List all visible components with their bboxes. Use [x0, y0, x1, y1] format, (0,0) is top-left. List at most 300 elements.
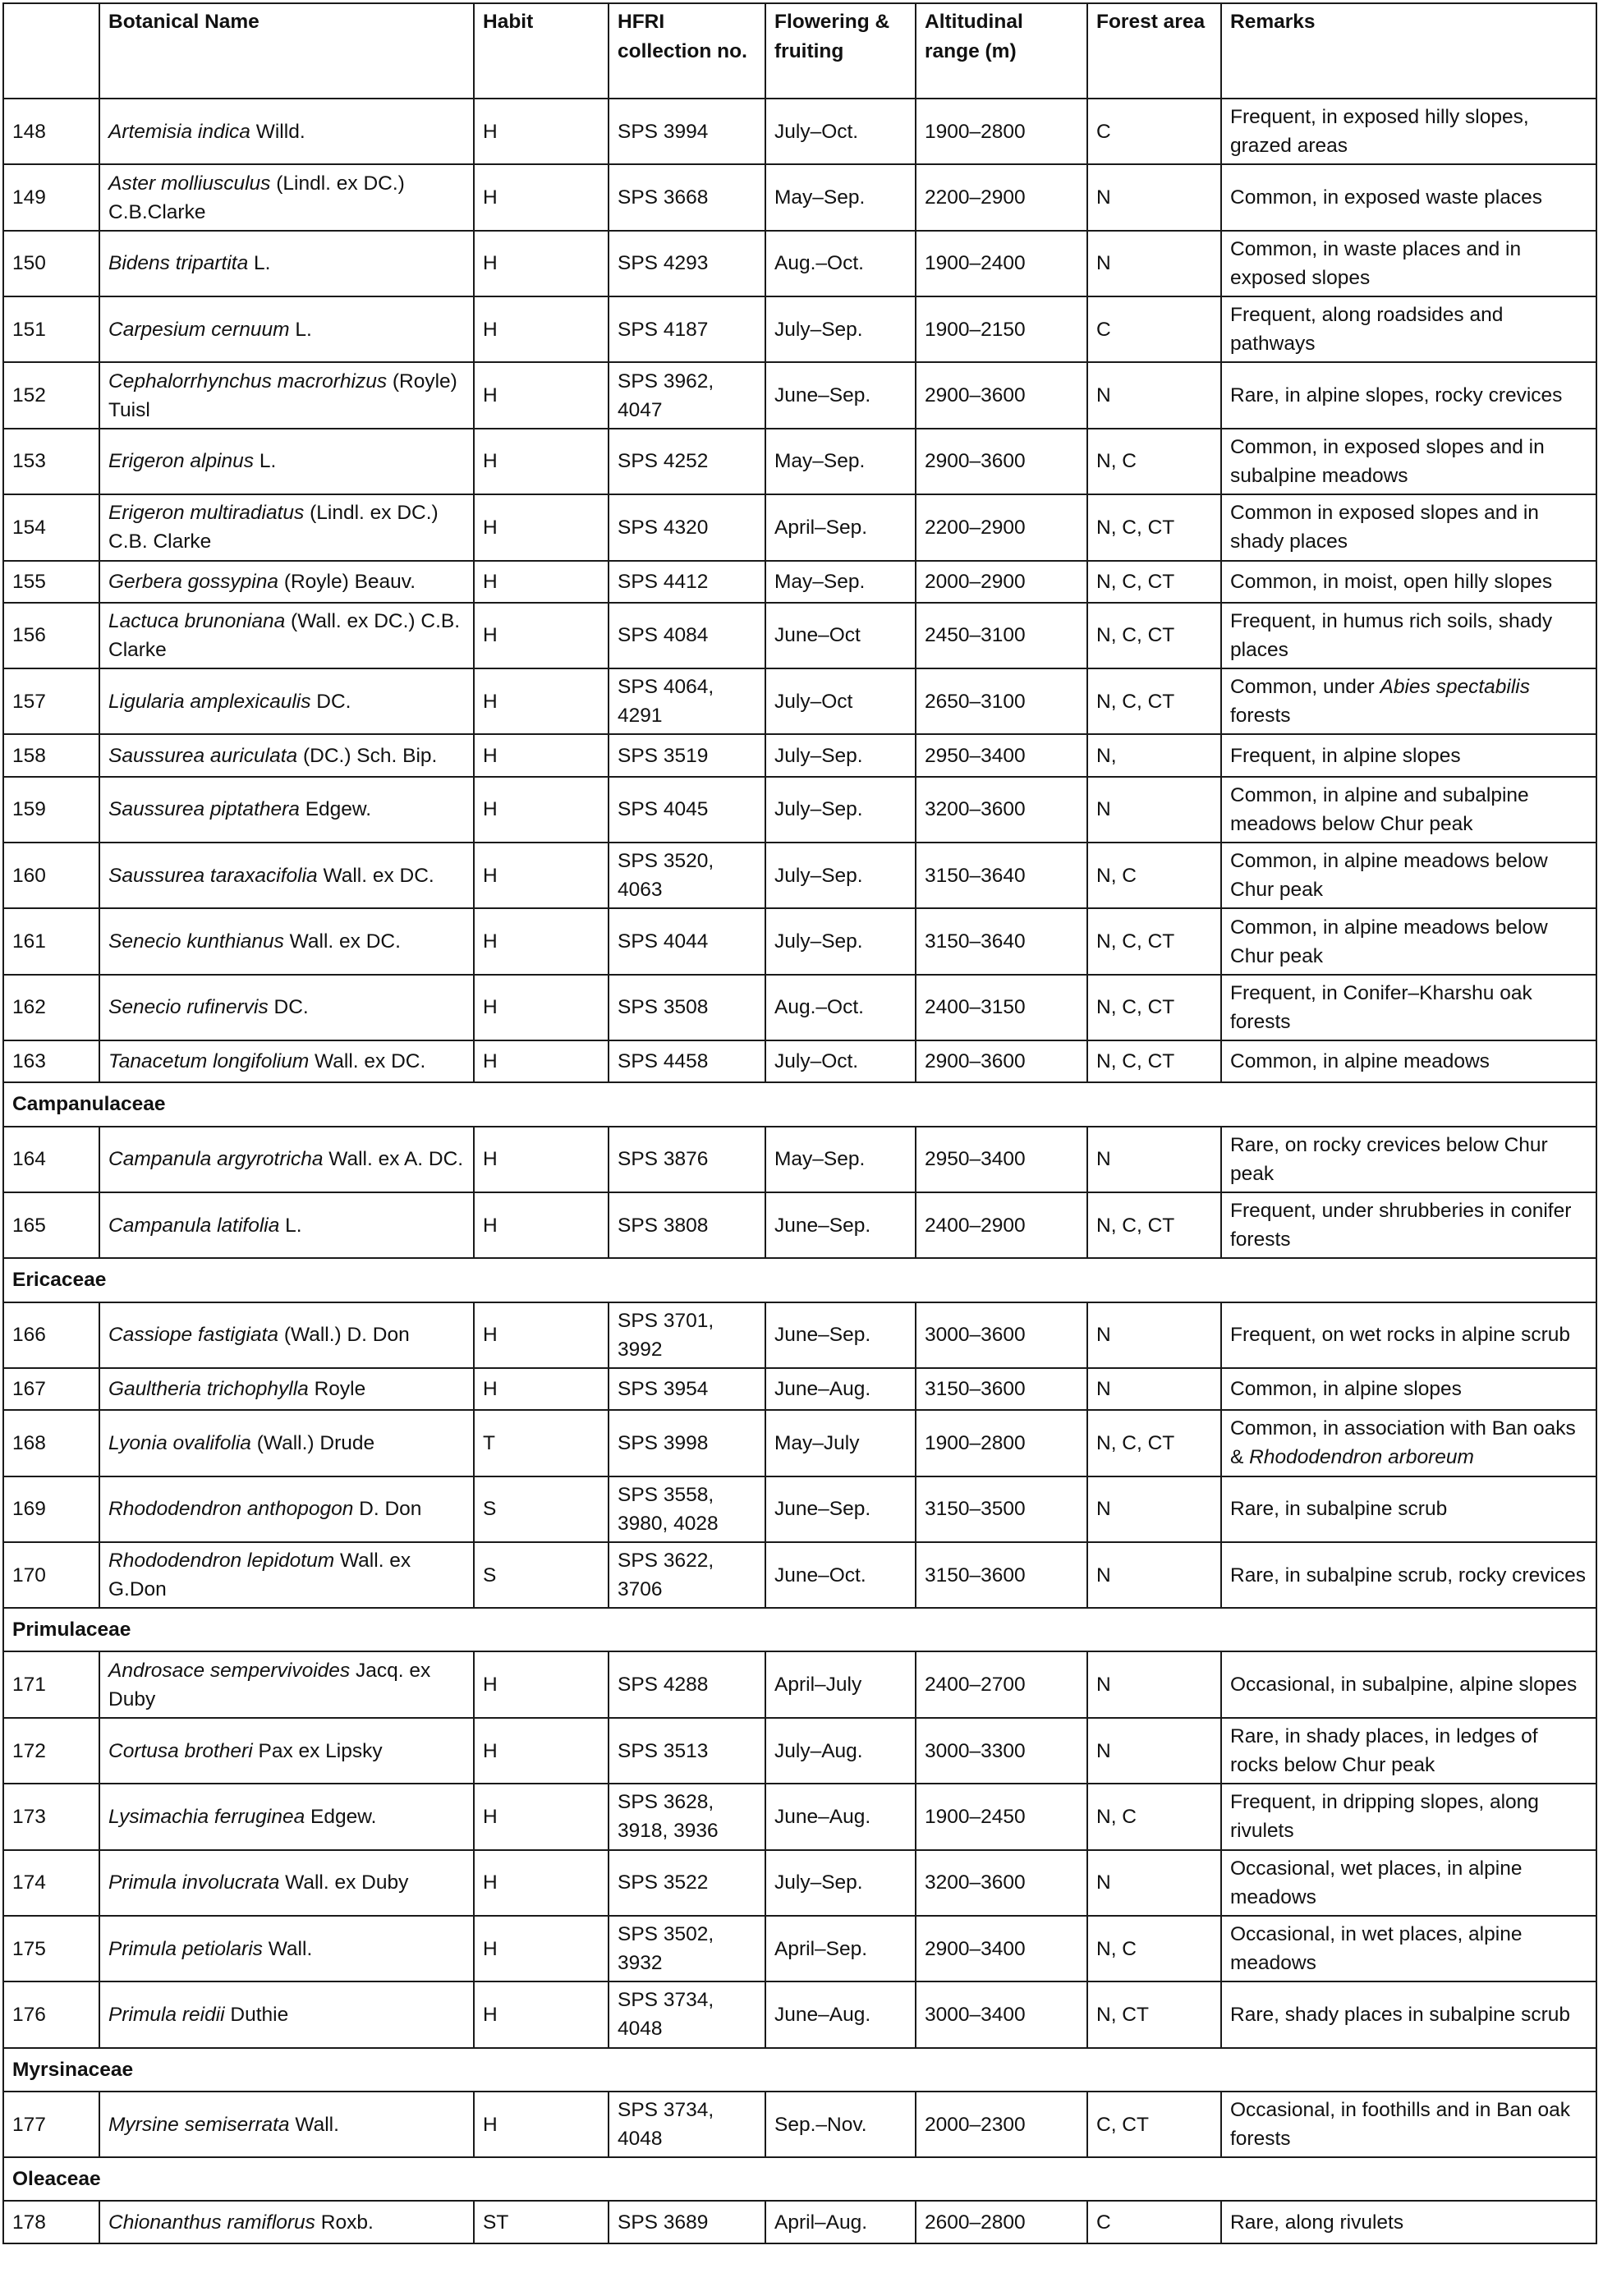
flowering-fruiting: July–Sep. [765, 1850, 916, 1916]
remarks [1221, 1476, 1596, 1542]
altitudinal-range: 3150–3640 [916, 843, 1087, 908]
serial-number: 149 [3, 164, 99, 230]
serial-number: 167 [3, 1368, 99, 1410]
hfri-collection-no: SPS 3808 [609, 1192, 765, 1258]
forest-area: N [1087, 1542, 1221, 1608]
species-epithet: Lactuca brunoniana [108, 609, 286, 632]
altitudinal-range: 2200–2900 [916, 494, 1087, 560]
flowering-fruiting: April–July [765, 1651, 916, 1717]
remarks-text: Rare, in subalpine scrub [1230, 1498, 1448, 1521]
botanical-name [99, 1981, 474, 2047]
hfri-collection-no: SPS 3558, 3980, 4028 [609, 1476, 765, 1542]
botanical-name [99, 777, 474, 843]
serial-number: 160 [3, 843, 99, 908]
species-authority: Wall. ex DC. [283, 930, 401, 953]
flowering-fruiting: June–Aug. [765, 1981, 916, 2047]
serial-number: 172 [3, 1718, 99, 1784]
botanical-name [99, 99, 474, 164]
remarks-text: Common, in alpine meadows below Chur peak [1230, 916, 1548, 967]
altitudinal-range: 3150–3600 [916, 1542, 1087, 1608]
species-epithet: Chionanthus ramiflorus [108, 2211, 315, 2234]
botanical-name [99, 1192, 474, 1258]
altitudinal-range: 2200–2900 [916, 164, 1087, 230]
flowering-fruiting: July–Oct [765, 668, 916, 734]
flowering-fruiting: Sep.–Nov. [765, 2092, 916, 2157]
altitudinal-range: 3150–3600 [916, 1368, 1087, 1410]
header-serial-number [3, 3, 99, 99]
altitudinal-range: 1900–2800 [916, 99, 1087, 164]
hfri-collection-no: SPS 4044 [609, 908, 765, 974]
habit: H [474, 1916, 609, 1981]
flowering-fruiting: June–Sep. [765, 1192, 916, 1258]
species-authority: L. [289, 318, 312, 341]
flowering-fruiting: July–Sep. [765, 843, 916, 908]
serial-number: 161 [3, 908, 99, 974]
forest-area: N, C, CT [1087, 908, 1221, 974]
forest-area: N, C [1087, 1784, 1221, 1849]
hfri-collection-no: SPS 3508 [609, 975, 765, 1040]
forest-area: N, C, CT [1087, 1040, 1221, 1082]
remarks [1221, 1040, 1596, 1082]
hfri-collection-no: SPS 3734, 4048 [609, 1981, 765, 2047]
species-epithet: Lyonia ovalifolia [108, 1431, 251, 1454]
altitudinal-range: 2000–2900 [916, 561, 1087, 603]
remarks-text: Frequent, along roadsides and pathways [1230, 304, 1504, 356]
remarks [1221, 734, 1596, 776]
remarks-text: Occasional, in wet places, alpine meadows [1230, 1923, 1523, 1975]
species-authority: Wall. ex A. DC. [323, 1148, 464, 1171]
species-epithet: Campanula argyrotricha [108, 1148, 324, 1171]
remarks-text: Frequent, in alpine slopes [1230, 744, 1461, 767]
species-epithet: Campanula latifolia [108, 1214, 280, 1237]
remarks [1221, 1410, 1596, 1476]
botanical-name [99, 908, 474, 974]
habit: H [474, 843, 609, 908]
family-name: Ericaceae [3, 1258, 1596, 1302]
remarks-text: Frequent, under shrubberies in conifer forests [1230, 1200, 1572, 1251]
flowering-fruiting: July–Sep. [765, 296, 916, 362]
habit: H [474, 777, 609, 843]
remarks [1221, 1302, 1596, 1368]
remarks [1221, 2092, 1596, 2157]
remarks [1221, 231, 1596, 296]
table-row [3, 164, 1596, 230]
habit: H [474, 603, 609, 668]
species-authority: Willd. [250, 120, 305, 143]
table-header-row [3, 3, 1596, 99]
altitudinal-range: 2400–2700 [916, 1651, 1087, 1717]
serial-number: 158 [3, 734, 99, 776]
botanical-name [99, 164, 474, 230]
forest-area: N [1087, 1302, 1221, 1368]
habit: H [474, 362, 609, 428]
flowering-fruiting: June–Oct [765, 603, 916, 668]
remarks [1221, 1718, 1596, 1784]
hfri-collection-no: SPS 3502, 3932 [609, 1916, 765, 1981]
hfri-collection-no: SPS 3954 [609, 1368, 765, 1410]
altitudinal-range: 3200–3600 [916, 1850, 1087, 1916]
remarks [1221, 362, 1596, 428]
botanical-name [99, 843, 474, 908]
table-row [3, 1040, 1596, 1082]
serial-number: 174 [3, 1850, 99, 1916]
species-authority: Wall. ex DC. [309, 1050, 426, 1073]
forest-area: N [1087, 1127, 1221, 1192]
species-epithet: Cassiope fastigiata [108, 1324, 279, 1347]
species-authority: Duthie [224, 2003, 289, 2026]
species-authority: D. Don [353, 1498, 422, 1521]
habit: ST [474, 2201, 609, 2243]
species-authority: (Wall.) Drude [250, 1431, 375, 1454]
hfri-collection-no: SPS 3876 [609, 1127, 765, 1192]
species-authority: L. [248, 252, 271, 275]
altitudinal-range: 3000–3300 [916, 1718, 1087, 1784]
header-habit: Habit [474, 3, 609, 99]
species-epithet: Erigeron multiradiatus [108, 502, 305, 525]
forest-area: C [1087, 296, 1221, 362]
flowering-fruiting: June–Aug. [765, 1368, 916, 1410]
forest-area: C, CT [1087, 2092, 1221, 2157]
serial-number: 150 [3, 231, 99, 296]
altitudinal-range: 2900–3600 [916, 429, 1087, 494]
header-remarks: Remarks [1221, 3, 1596, 99]
forest-area: N [1087, 1718, 1221, 1784]
remarks-text: Common, in association with Ban oaks & [1230, 1417, 1576, 1469]
altitudinal-range: 3000–3600 [916, 1302, 1087, 1368]
botanical-name [99, 1916, 474, 1981]
header-altitudinal-range: Altitudinal range (m) [916, 3, 1087, 99]
hfri-collection-no: SPS 4320 [609, 494, 765, 560]
serial-number: 157 [3, 668, 99, 734]
hfri-collection-no: SPS 3994 [609, 99, 765, 164]
altitudinal-range: 2650–3100 [916, 668, 1087, 734]
hfri-collection-no: SPS 4288 [609, 1651, 765, 1717]
hfri-collection-no: SPS 3622, 3706 [609, 1542, 765, 1608]
remarks-text: Common, in moist, open hilly slopes [1230, 570, 1553, 593]
serial-number: 176 [3, 1981, 99, 2047]
hfri-collection-no: SPS 4064, 4291 [609, 668, 765, 734]
header-hfri-collection-no: HFRI collection no. [609, 3, 765, 99]
habit: T [474, 1410, 609, 1476]
species-table [2, 2, 1597, 2244]
flowering-fruiting: July–Oct. [765, 1040, 916, 1082]
habit: H [474, 429, 609, 494]
species-authority: Edgew. [305, 1805, 377, 1828]
flowering-fruiting: June–Sep. [765, 362, 916, 428]
remarks [1221, 561, 1596, 603]
family-name: Myrsinaceae [3, 2048, 1596, 2092]
remarks-text: Frequent, in exposed hilly slopes, grazed areas [1230, 106, 1529, 158]
table-row [3, 603, 1596, 668]
forest-area: N [1087, 231, 1221, 296]
altitudinal-range: 2950–3400 [916, 1127, 1087, 1192]
habit: H [474, 99, 609, 164]
species-authority: Wall. [262, 1937, 313, 1960]
habit: H [474, 231, 609, 296]
family-name: Oleaceae [3, 2157, 1596, 2201]
remarks [1221, 1784, 1596, 1849]
species-epithet: Primula reidii [108, 2003, 225, 2026]
forest-area: N, C, CT [1087, 603, 1221, 668]
altitudinal-range: 1900–2150 [916, 296, 1087, 362]
table-row [3, 362, 1596, 428]
habit: H [474, 1192, 609, 1258]
remarks [1221, 1542, 1596, 1608]
remarks-text: Common, in exposed waste places [1230, 186, 1542, 209]
remarks [1221, 429, 1596, 494]
species-authority: Wall. ex Duby [279, 1871, 409, 1894]
flowering-fruiting: April–Aug. [765, 2201, 916, 2243]
remarks [1221, 164, 1596, 230]
species-authority: (Wall.) D. Don [278, 1324, 410, 1347]
remarks-text: Common, in alpine meadows below Chur peak [1230, 850, 1548, 902]
hfri-collection-no: SPS 4293 [609, 231, 765, 296]
serial-number: 154 [3, 494, 99, 560]
botanical-name [99, 1850, 474, 1916]
remarks-text: Occasional, wet places, in alpine meadows [1230, 1857, 1523, 1908]
forest-area: N, CT [1087, 1981, 1221, 2047]
header-forest-area: Forest area [1087, 3, 1221, 99]
habit: H [474, 734, 609, 776]
flowering-fruiting: April–Sep. [765, 1916, 916, 1981]
forest-area: N [1087, 164, 1221, 230]
family-row [3, 1608, 1596, 1651]
remarks-text: Frequent, in humus rich soils, shady places [1230, 609, 1553, 661]
hfri-collection-no: SPS 3689 [609, 2201, 765, 2243]
species-epithet: Gerbera gossypina [108, 570, 279, 593]
serial-number: 155 [3, 561, 99, 603]
serial-number: 148 [3, 99, 99, 164]
forest-area: N [1087, 362, 1221, 428]
species-authority: L. [254, 450, 277, 473]
forest-area: N, C, CT [1087, 975, 1221, 1040]
botanical-name [99, 1127, 474, 1192]
altitudinal-range: 2000–2300 [916, 2092, 1087, 2157]
species-authority: (Wall. ex DC.) C.B. Clarke [108, 609, 461, 661]
species-epithet: Gaultheria trichophylla [108, 1378, 309, 1401]
table-row [3, 1476, 1596, 1542]
habit: H [474, 1850, 609, 1916]
remarks-italic-text: Abies spectabilis [1380, 676, 1530, 699]
botanical-name [99, 1368, 474, 1410]
species-epithet: Saussurea auriculata [108, 744, 298, 767]
remarks-italic-text: Rhododendron arboreum [1249, 1446, 1474, 1469]
remarks [1221, 1850, 1596, 1916]
table-row [3, 1127, 1596, 1192]
flowering-fruiting: June–Oct. [765, 1542, 916, 1608]
flowering-fruiting: May–Sep. [765, 164, 916, 230]
remarks-text: Rare, along rivulets [1230, 2211, 1404, 2234]
remarks [1221, 843, 1596, 908]
habit: H [474, 164, 609, 230]
serial-number: 175 [3, 1916, 99, 1981]
botanical-name [99, 1542, 474, 1608]
species-authority: Wall. [289, 2113, 339, 2136]
species-epithet: Cortusa brotheri [108, 1739, 253, 1762]
flowering-fruiting: July–Sep. [765, 777, 916, 843]
altitudinal-range: 3150–3500 [916, 1476, 1087, 1542]
species-epithet: Saussurea piptathera [108, 798, 300, 821]
table-row [3, 734, 1596, 776]
altitudinal-range: 2900–3400 [916, 1916, 1087, 1981]
remarks-text: Rare, shady places in subalpine scrub [1230, 2003, 1571, 2026]
remarks-text: Rare, in shady places, in ledges of rocks below Chur peak [1230, 1725, 1538, 1776]
remarks [1221, 1127, 1596, 1192]
remarks-text: Rare, on rocky crevices below Chur peak [1230, 1133, 1548, 1185]
species-authority: Wall. ex DC. [317, 864, 434, 887]
forest-area: N, C, CT [1087, 494, 1221, 560]
botanical-name [99, 1476, 474, 1542]
hfri-collection-no: SPS 3513 [609, 1718, 765, 1784]
forest-area: N, C [1087, 1916, 1221, 1981]
species-epithet: Bidens tripartita [108, 252, 249, 275]
table-row [3, 1651, 1596, 1717]
hfri-collection-no: SPS 3628, 3918, 3936 [609, 1784, 765, 1849]
altitudinal-range: 3150–3640 [916, 908, 1087, 974]
species-authority: Edgew. [299, 798, 372, 821]
habit: S [474, 1542, 609, 1608]
altitudinal-range: 3200–3600 [916, 777, 1087, 843]
serial-number: 178 [3, 2201, 99, 2243]
table-row [3, 99, 1596, 164]
flowering-fruiting: June–Sep. [765, 1476, 916, 1542]
table-row [3, 231, 1596, 296]
species-epithet: Myrsine semiserrata [108, 2113, 290, 2136]
habit: H [474, 1718, 609, 1784]
species-epithet: Senecio kunthianus [108, 930, 284, 953]
species-epithet: Cephalorrhynchus macrorhizus [108, 370, 388, 393]
remarks [1221, 1981, 1596, 2047]
botanical-name [99, 362, 474, 428]
species-authority: (Royle) Beauv. [278, 570, 416, 593]
species-epithet: Primula petiolaris [108, 1937, 263, 1960]
forest-area: C [1087, 99, 1221, 164]
flowering-fruiting: July–Aug. [765, 1718, 916, 1784]
forest-area: N [1087, 1368, 1221, 1410]
remarks-text: Frequent, in dripping slopes, along rivulets [1230, 1791, 1539, 1843]
remarks [1221, 296, 1596, 362]
species-epithet: Ligularia amplexicaulis [108, 690, 311, 713]
species-authority: Wall. ex G.Don [108, 1550, 411, 1601]
botanical-name [99, 494, 474, 560]
table-row [3, 908, 1596, 974]
habit: H [474, 561, 609, 603]
habit: H [474, 1784, 609, 1849]
hfri-collection-no: SPS 3962, 4047 [609, 362, 765, 428]
forest-area: N, C [1087, 429, 1221, 494]
botanical-name [99, 231, 474, 296]
table-row [3, 777, 1596, 843]
table-body [3, 99, 1596, 2243]
table-row [3, 1784, 1596, 1849]
botanical-name [99, 2092, 474, 2157]
remarks-text: Occasional, in foothills and in Ban oak forests [1230, 2099, 1571, 2151]
altitudinal-range: 2600–2800 [916, 2201, 1087, 2243]
altitudinal-range: 1900–2800 [916, 1410, 1087, 1476]
flowering-fruiting: June–Aug. [765, 1784, 916, 1849]
habit: H [474, 1651, 609, 1717]
remarks [1221, 975, 1596, 1040]
hfri-collection-no: SPS 4187 [609, 296, 765, 362]
species-epithet: Aster molliusculus [108, 172, 271, 195]
table-row [3, 429, 1596, 494]
remarks [1221, 99, 1596, 164]
botanical-name [99, 975, 474, 1040]
remarks-tail-text: forests [1230, 705, 1291, 728]
species-authority: (Lindl. ex DC.) C.B. Clarke [108, 502, 439, 553]
header-botanical-name: Botanical Name [99, 3, 474, 99]
remarks-text: Frequent, in Conifer–Kharshu oak forests [1230, 981, 1532, 1033]
remarks [1221, 2201, 1596, 2243]
forest-area: N, C, CT [1087, 561, 1221, 603]
table-row [3, 1718, 1596, 1784]
table-row [3, 843, 1596, 908]
forest-area: N, C, CT [1087, 1192, 1221, 1258]
flowering-fruiting: June–Sep. [765, 1302, 916, 1368]
species-authority: L. [279, 1214, 302, 1237]
remarks [1221, 494, 1596, 560]
remarks-text: Common, in waste places and in exposed slopes [1230, 237, 1522, 289]
serial-number: 153 [3, 429, 99, 494]
table-row [3, 1850, 1596, 1916]
botanical-name [99, 603, 474, 668]
botanical-name [99, 429, 474, 494]
remarks [1221, 1916, 1596, 1981]
remarks-text: Common, in exposed slopes and in subalpine meadows [1230, 435, 1545, 487]
family-row [3, 2048, 1596, 2092]
table-row [3, 1410, 1596, 1476]
altitudinal-range: 1900–2450 [916, 1784, 1087, 1849]
habit: H [474, 908, 609, 974]
species-epithet: Androsace sempervivoides [108, 1659, 351, 1682]
habit: H [474, 1040, 609, 1082]
table-row [3, 296, 1596, 362]
header-flowering-fruiting: Flowering & fruiting [765, 3, 916, 99]
species-authority: DC. [268, 996, 309, 1019]
remarks [1221, 777, 1596, 843]
hfri-collection-no: SPS 3734, 4048 [609, 2092, 765, 2157]
hfri-collection-no: SPS 4045 [609, 777, 765, 843]
table-row [3, 975, 1596, 1040]
hfri-collection-no: SPS 4252 [609, 429, 765, 494]
serial-number: 169 [3, 1476, 99, 1542]
botanical-name [99, 296, 474, 362]
flowering-fruiting: July–Sep. [765, 908, 916, 974]
habit: H [474, 2092, 609, 2157]
botanical-name [99, 2201, 474, 2243]
flowering-fruiting: July–Oct. [765, 99, 916, 164]
flowering-fruiting: Aug.–Oct. [765, 975, 916, 1040]
species-authority: (Royle) Tuisl [108, 370, 457, 421]
hfri-collection-no: SPS 3701, 3992 [609, 1302, 765, 1368]
remarks-text: Rare, in subalpine scrub, rocky crevices [1230, 1564, 1587, 1587]
habit: H [474, 668, 609, 734]
species-authority: (Lindl. ex DC.) C.B.Clarke [108, 172, 405, 223]
botanical-name [99, 1410, 474, 1476]
species-epithet: Carpesium cernuum [108, 318, 290, 341]
remarks [1221, 1192, 1596, 1258]
hfri-collection-no: SPS 3522 [609, 1850, 765, 1916]
serial-number: 163 [3, 1040, 99, 1082]
flowering-fruiting: April–Sep. [765, 494, 916, 560]
flowering-fruiting: May–July [765, 1410, 916, 1476]
habit: H [474, 1981, 609, 2047]
forest-area: C [1087, 2201, 1221, 2243]
table-row [3, 1542, 1596, 1608]
flowering-fruiting: May–Sep. [765, 561, 916, 603]
table-row [3, 561, 1596, 603]
altitudinal-range: 1900–2400 [916, 231, 1087, 296]
